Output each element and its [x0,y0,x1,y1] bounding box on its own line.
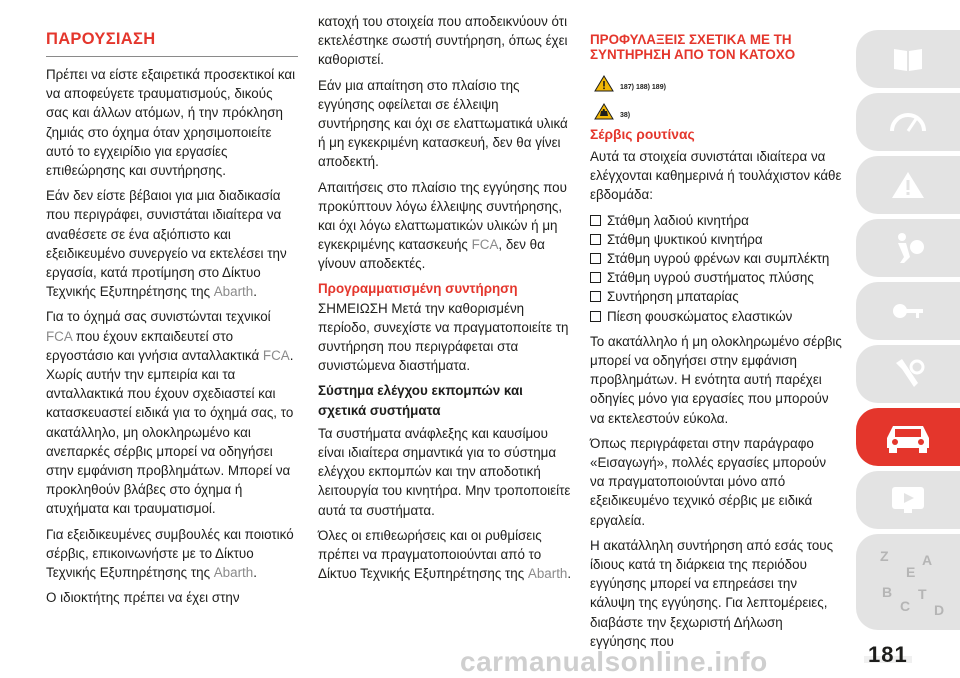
brand-abarth: Abarth [213,565,254,581]
tab-airbag[interactable] [856,219,960,277]
speedometer-icon [888,107,928,137]
paragraph: Τα συστήματα ανάφλεξης και καυσίμου είναι ιδιαίτερα σημαντικά για το σύστημα ελέγχου εκπομπών και την αποδοτική λειτουργία του κινητήρα. Μην τροποποιείτε αυτά τα συστήματα. [318,425,571,518]
column-3 [590,32,842,657]
list-item: Συντήρηση μπαταρίας [590,287,842,306]
list-item: Πίεση φουσκώματος ελαστικών [590,307,842,326]
warning-notes: 187) 188) 189) [620,84,666,91]
tab-car-maintenance[interactable] [856,408,960,466]
chapter-tabs [856,30,960,630]
airbag-icon [890,231,926,265]
key-icon [890,296,926,326]
checkbox-icon [590,291,601,302]
multimedia-icon [888,483,928,517]
caution-reference [594,98,842,120]
paragraph: Απαιτήσεις στο πλαίσιο της εγγύησης που προκύπτουν λόγω έλλειψης συντήρησης, και όχι λόγω ελαττωματικών υλικών ή μη εγκεκριμένης κατασκευής FCA, δεν θα γίνουν αποδεκτές. [318,179,567,272]
paragraph: κατοχή του στοιχεία που αποδεικνύουν ότι εκτελέστηκε σωστή συντήρηση, όπως έχει καθοριστεί. [318,14,568,68]
paragraph: Για εξειδικευμένες συμβουλές και ποιοτικό σέρβις, επικοινωνήστε με το Δίκτυο Τεχνικής Εξυπηρέτησης της Abarth. [46,526,294,581]
paragraph: Εάν δεν είστε βέβαιοι για μια διαδικασία που περιγράφει, συνιστάται ιδιαίτερα να αναθέσετε σε ένα αξιόπιστο και εξειδικευμένο συνεργείο να εκτελέσει την εργασία, κατά προτίμηση στο Δίκτυο Τεχνικής Εξυπηρέτησης της Abarth. [46,188,287,300]
index-letter: Z [880,548,889,564]
tab-key[interactable] [856,282,960,340]
brand-fca: FCA [471,237,499,253]
paragraph: Πρέπει να είστε εξαιρετικά προσεκτικοί και να αποφεύγετε τραυματισμούς, δικούς σας και άλλων ατόμων, ή την πρόκληση ζημιάς στο όχημα όταν χρησιμοποιείτε αυτό το εγχειρίδιο για εργασίες επιθεώρησης και συντήρησης. [46,67,296,179]
watermark: carmanualsonline.info [460,646,768,677]
checklist [590,211,842,326]
checkbox-icon [590,311,601,322]
warning-lights-icon [890,170,926,200]
tab-multimedia[interactable] [856,471,960,529]
tab-book[interactable] [856,30,960,88]
list-item: Στάθμη υγρού συστήματος πλύσης [590,268,842,287]
list-item: Στάθμη υγρού φρένων και συμπλέκτη [590,249,842,268]
paragraph: ΣΗΜΕΙΩΣΗ Μετά την καθορισμένη περίοδο, συνεχίστε να πραγματοποιείτε τη συντήρηση που περιγράφεται στα συνιστώμενα διαστήματα. [318,300,569,374]
warning-triangle-icon [594,75,614,92]
column-2 [318,12,572,589]
brand-abarth: Abarth [527,566,568,582]
paragraph: Εάν μια απαίτηση στο πλαίσιο της εγγύησης οφείλεται σε έλλειψη συντήρησης και όχι σε ελαττωματικά υλικά ή μη εγκεκριμένη κατασκευή, δεν θα γίνει αποδεκτή. [318,77,568,170]
warning-reference [594,70,842,92]
tab-wrench[interactable] [856,345,960,403]
paragraph: Όλες οι επιθεωρήσεις και οι ρυθμίσεις πρέπει να πραγματοποιούνται από το Δίκτυο Τεχνικής Εξυπηρέτησης της Abarth. [318,527,572,582]
paragraph: Ο ιδιοκτήτης πρέπει να έχει στην [46,590,240,606]
checkbox-icon [590,272,601,283]
subheading: Προγραμματισμένη συντήρηση [318,280,518,296]
checkbox-icon [590,253,601,264]
paragraph: Το ακατάλληλο ή μη ολοκληρωμένο σέρβις μπορεί να οδηγήσει στην εμφάνιση προβλημάτων. Η ενότητα αυτή παρέχει οδηγίες μόνο για εργασίες που μπορούν να εκτελεστούν εύκολα. [590,333,842,426]
index-letter: A [922,552,933,568]
brand-abarth: Abarth [213,284,254,300]
section-title: ΠΡΟΦΥΛΑΞΕΙΣ ΣΧΕΤΙΚΑ ΜΕ ΤΗ ΣΥΝΤΗΡΗΣΗ ΑΠΟ ΤΟΝ ΚΑΤΟΧΟ [590,32,796,62]
paragraph: Η ακατάλληλη συντήρηση από εσάς τους ίδιους κατά τη διάρκεια της περιόδου εγγύησης μπορεί να επηρεάσει την κάλυψη της εγγύησης. Για λεπτομέρειες, διαβάστε την ξεχωριστή Δήλωση εγγύησης που [590,537,834,649]
caution-notes: 38) [620,112,631,119]
section-title: ΠΑΡΟΥΣΙΑΣΗ [46,30,156,48]
wrench-icon [890,357,926,391]
index-letters-icon[interactable] [856,534,960,630]
checkbox-icon [590,234,601,245]
page-number: 181 [868,642,908,667]
index-letter: E [906,564,916,580]
tab-warning-lights[interactable] [856,156,960,214]
list-item: Στάθμη λαδιού κινητήρα [590,211,842,230]
index-letter: T [918,586,927,602]
book-icon [891,44,925,74]
car-maintenance-icon [881,420,935,454]
subheading: Σέρβις ρουτίνας [590,127,695,142]
title-rule [46,56,298,57]
checkbox-icon [590,215,601,226]
column-1 [46,0,298,613]
brand-fca: FCA [46,328,73,344]
index-letter: D [934,602,945,618]
paragraph: Για το όχημά σας συνιστώνται τεχνικοί FCA που έχουν εκπαιδευτεί στο εργοστάσιο και γνήσια ανταλλακτικά FCA. Χωρίς αυτήν την εμπειρία και τα ανταλλακτικά που έχουν σχεδιαστεί και κατασκευαστεί ειδικά για το όχημά σας, το ακατάλληλο, μη ολοκληρωμένο και ανεπαρκές σέρβις μπορεί να οδηγήσει στην εμφάνιση προβλημάτων. Μπορεί να προκληθούν βλάβες στο όχημα ή ατυχήματα και τραυματισμοί. [46,309,294,517]
paragraph: Αυτά τα στοιχεία συνιστάται ιδιαίτερα να ελέγχονται καθημερινά ή τουλάχιστον κάθε εβδομάδα: [590,149,842,203]
index-letter: B [882,584,893,600]
index-letter: C [900,598,911,614]
tab-speedometer[interactable] [856,93,960,151]
list-item: Στάθμη ψυκτικού κινητήρα [590,230,842,249]
subheading: Σύστημα ελέγχου εκπομπών και σχετικά συστήματα [318,383,523,418]
caution-hand-icon [594,103,614,120]
paragraph: Όπως περιγράφεται στην παράγραφο «Εισαγωγή», πολλές εργασίες μπορούν να πραγματοποιούνται μόνο από εξειδικευμένο τεχνικό σέρβις με ειδικά εργαλεία. [590,435,827,528]
brand-fca: FCA [262,347,290,363]
